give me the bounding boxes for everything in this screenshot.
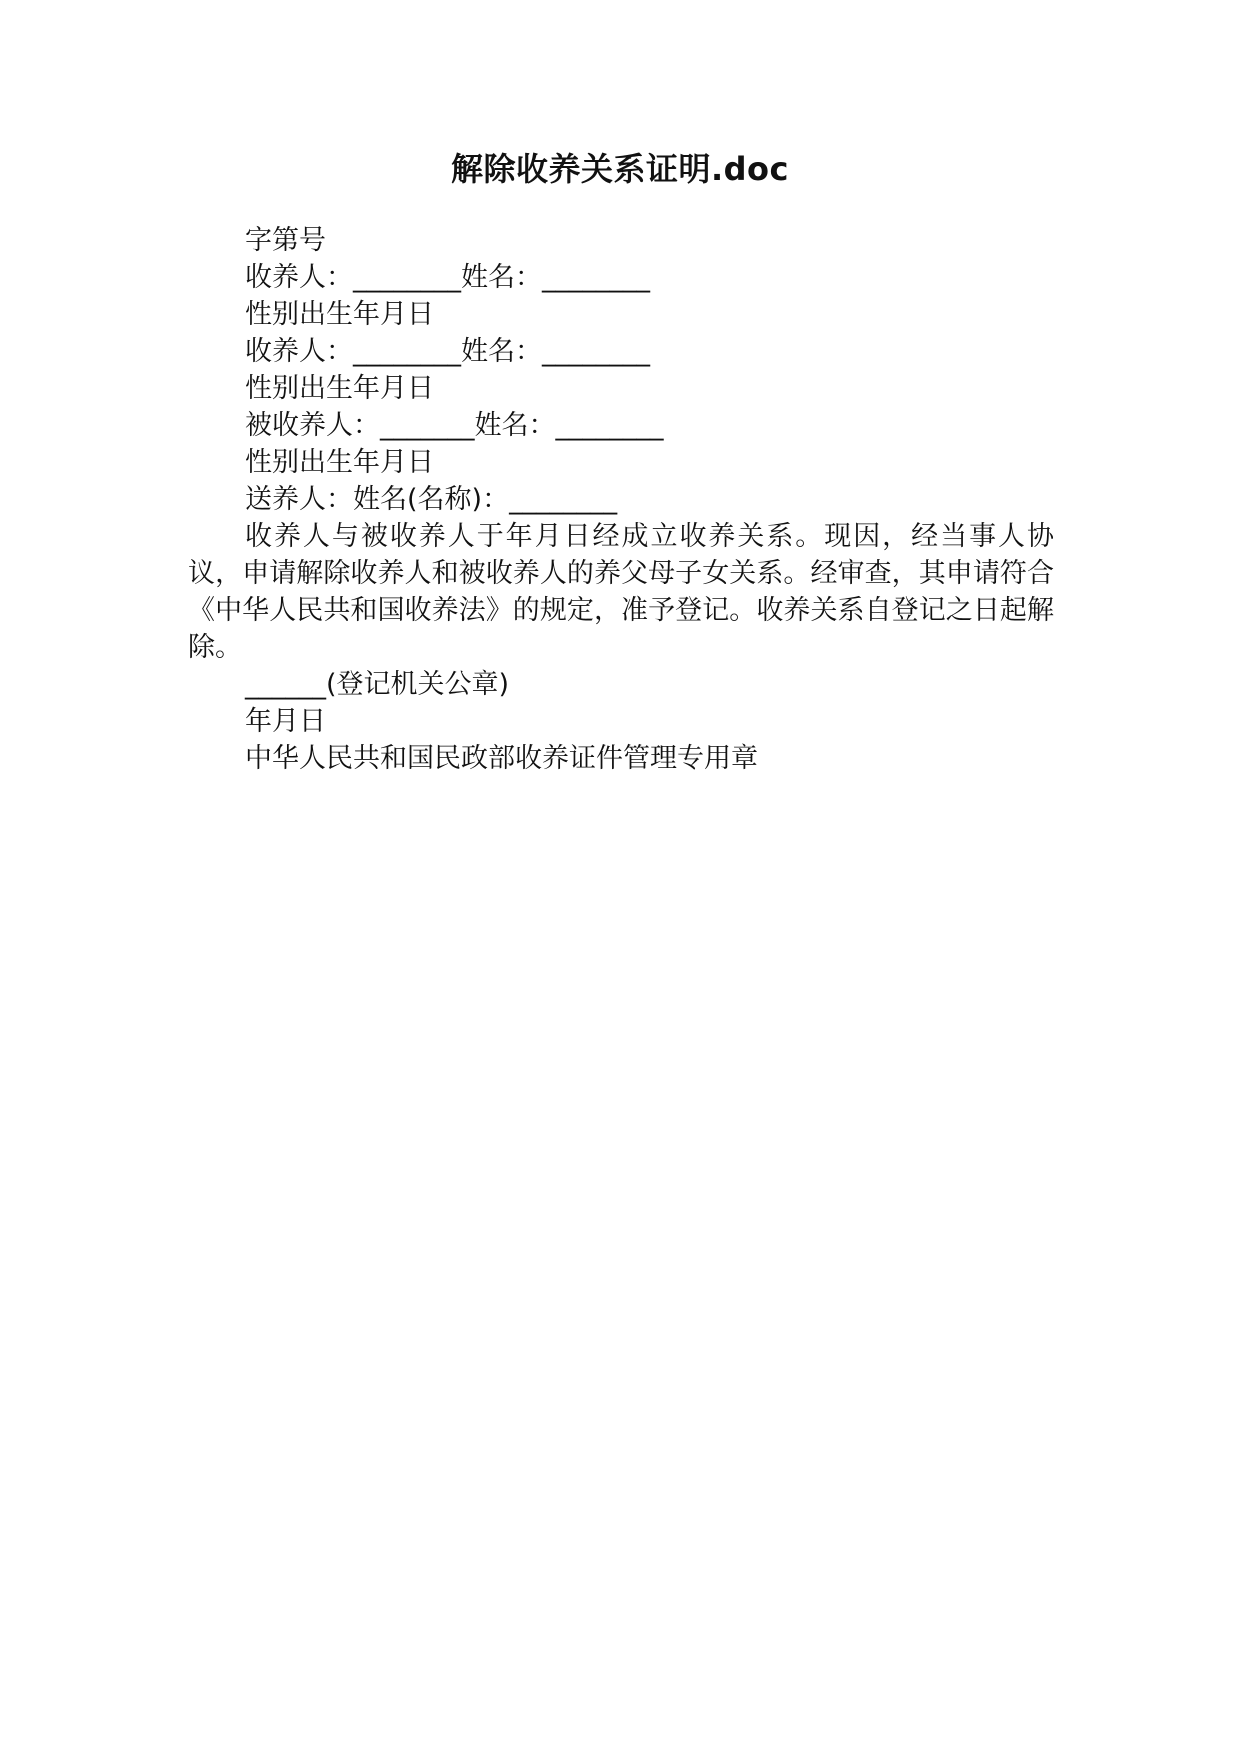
document-body [188,222,1054,777]
placing-party-line: 送养人：姓名(名称)：________ [245,484,618,515]
adopter-2-name-line: 收养人：________姓名：________ [245,336,650,367]
adopter-1-name-line: 收养人：________姓名：________ [245,262,650,293]
date-line: 年月日 [245,706,326,737]
ministry-seal-line: 中华人民共和国民政部收养证件管理专用章 [245,743,758,774]
adopter-2-gender-birth-line: 性别出生年月日 [245,373,434,404]
adopter-1-gender-birth-line: 性别出生年月日 [245,299,434,330]
certificate-number-line: 字第号 [245,225,326,256]
registration-seal-line: ______(登记机关公章) [245,669,510,700]
body-paragraph: 收养人与被收养人于年月日经成立收养关系。现因，经当事人协议，申请解除收养人和被收养人的养父母子女关系。经审查，其申请符合《中华人民共和国收养法》的规定，准予登记。收养关系自登记之日起解除。 [188,521,1054,663]
adoptee-name-line: 被收养人：_______姓名：________ [245,410,664,441]
adoptee-gender-birth-line: 性别出生年月日 [245,447,434,478]
document-title: 解除收养关系证明.doc [450,150,790,188]
